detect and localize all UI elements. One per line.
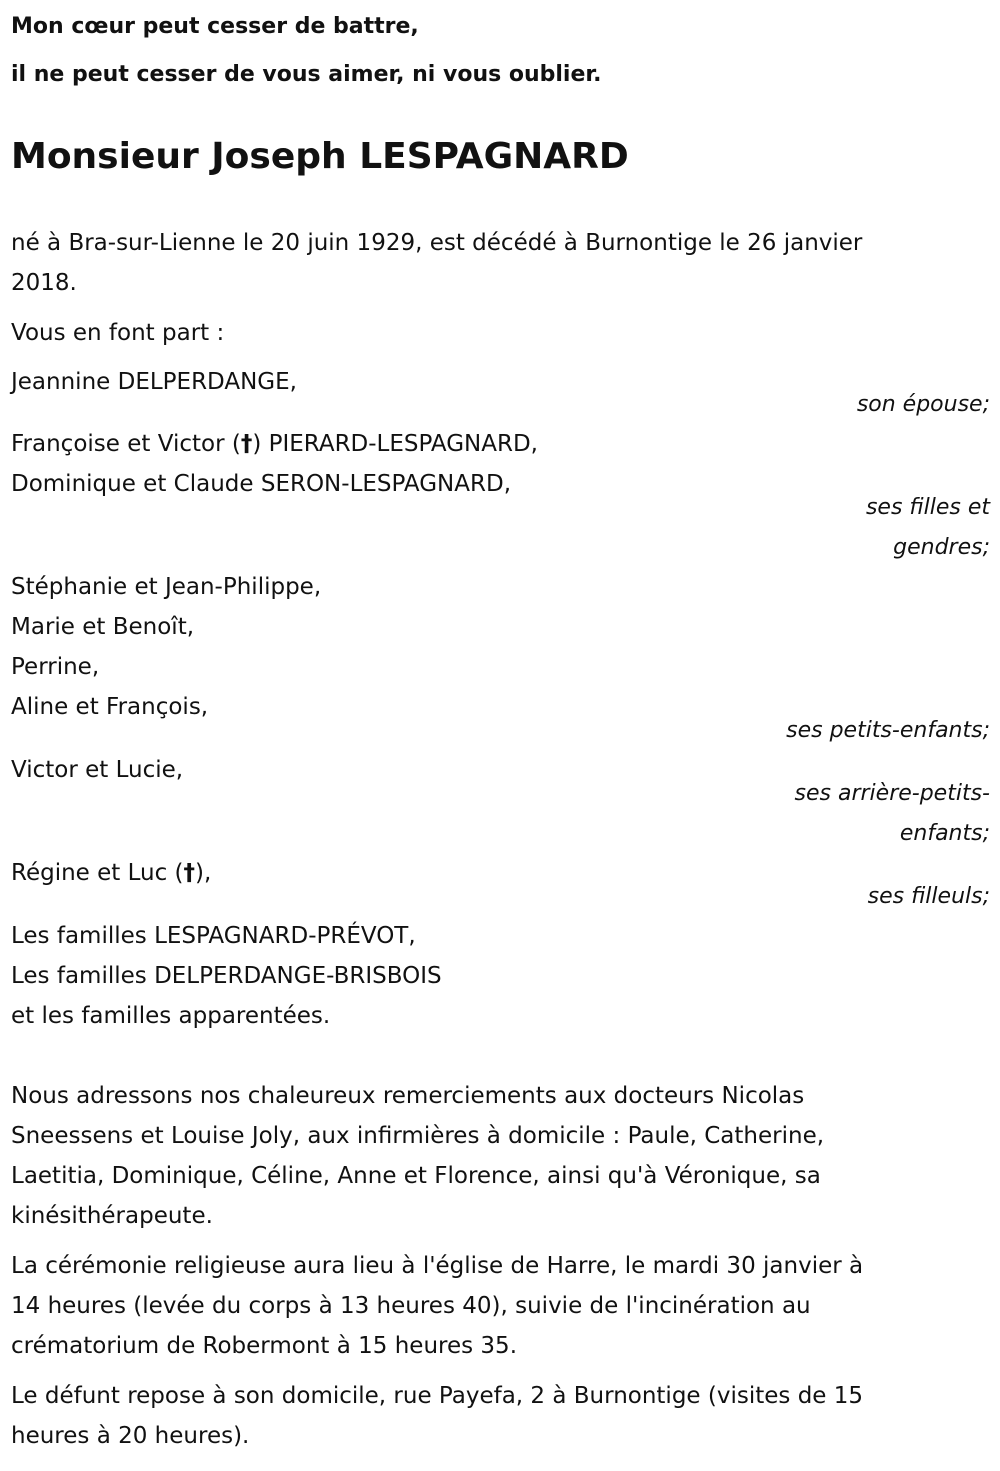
ceremony-line: crématorium de Robermont à 15 heures 35. — [11, 1333, 517, 1359]
thanks-line: Laetitia, Dominique, Céline, Anne et Florence, ainsi qu'à Véronique, sa — [11, 1163, 821, 1189]
children-line-1 — [11, 424, 538, 464]
children-line-1-end: ) PIERARD-LESPAGNARD, — [252, 431, 538, 457]
godchildren-relation: ses filleuls; — [867, 884, 990, 909]
great-grandchildren-name: Victor et Lucie, — [11, 757, 184, 783]
children-line-2: Dominique et Claude SERON-LESPAGNARD, — [11, 471, 512, 497]
grandchild-name: Marie et Benoît, — [11, 614, 195, 640]
godchildren-name-end: ), — [195, 860, 212, 886]
visitation-line: heures à 20 heures). — [11, 1423, 250, 1449]
epigraph-line-2: il ne peut cesser de vous aimer, ni vous oublier. — [11, 62, 602, 87]
godchildren-name-start: Régine et Luc ( — [11, 860, 184, 886]
children-line-1-start: Françoise et Victor ( — [11, 431, 241, 457]
thanks-line: kinésithérapeute. — [11, 1203, 213, 1229]
visitation-line: Le défunt repose à son domicile, rue Payefa, 2 à Burnontige (visites de 15 — [11, 1383, 864, 1409]
great-grandchildren-relation-line-1: ses arrière-petits- — [794, 781, 990, 806]
ceremony-line: La cérémonie religieuse aura lieu à l'église de Harre, le mardi 30 janvier à — [11, 1253, 864, 1279]
thanks-line: Sneessens et Louise Joly, aux infirmières à domicile : Paule, Catherine, — [11, 1123, 825, 1149]
ceremony-line: 14 heures (levée du corps à 13 heures 40), suivie de l'incinération au — [11, 1293, 811, 1319]
spouse-relation: son épouse; — [856, 392, 990, 417]
godchildren-name — [11, 853, 211, 893]
children-relation-line-2: gendres; — [893, 535, 990, 560]
cross-icon: † — [240, 431, 253, 457]
grandchildren-relation: ses petits-enfants; — [786, 718, 990, 743]
birth-death-line-2: 2018. — [11, 270, 77, 296]
family-line: et les familles apparentées. — [11, 1003, 331, 1029]
children-relation-line-1: ses filles et — [865, 495, 990, 520]
birth-death-line-1: né à Bra-sur-Lienne le 20 juin 1929, est décédé à Burnontige le 26 janvier — [11, 230, 863, 256]
family-line: Les familles DELPERDANGE-BRISBOIS — [11, 963, 442, 989]
grandchild-name: Perrine, — [11, 654, 100, 680]
epigraph-line-1: Mon cœur peut cesser de battre, — [11, 14, 419, 39]
thanks-line: Nous adressons nos chaleureux remerciements aux docteurs Nicolas — [11, 1083, 805, 1109]
deceased-name: Monsieur Joseph LESPAGNARD — [11, 136, 629, 177]
grandchild-name: Aline et François, — [11, 694, 209, 720]
announcement-intro: Vous en font part : — [11, 320, 225, 346]
grandchild-name: Stéphanie et Jean-Philippe, — [11, 574, 322, 600]
cross-icon: † — [183, 860, 196, 886]
spouse-name: Jeannine DELPERDANGE, — [11, 369, 297, 395]
family-line: Les familles LESPAGNARD-PRÉVOT, — [11, 923, 416, 949]
great-grandchildren-relation-line-2: enfants; — [899, 821, 990, 846]
